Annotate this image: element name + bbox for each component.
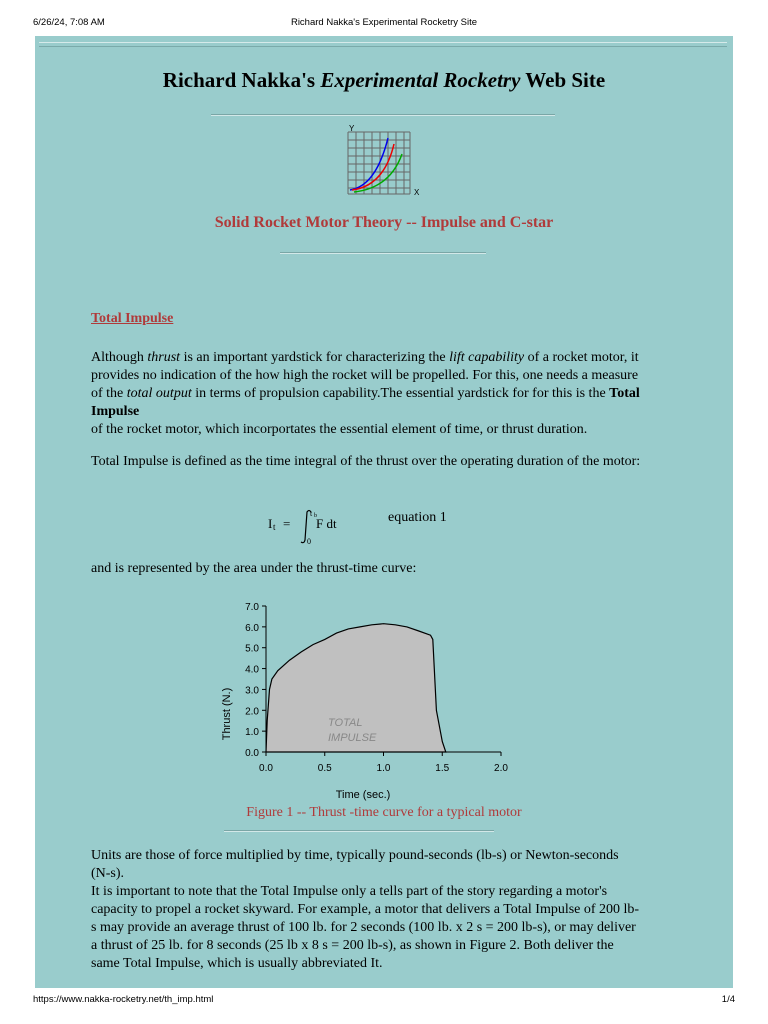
x-tick-label: 2.0 <box>494 763 508 774</box>
section-title-total-impulse[interactable]: Total Impulse <box>91 311 174 326</box>
area-annotation-line2: IMPULSE <box>328 732 377 744</box>
graph-logo-icon <box>342 124 432 196</box>
print-url: https://www.nakka-rocketry.net/th_imp.html <box>33 994 214 1005</box>
figure-divider <box>224 830 494 832</box>
site-title <box>35 68 733 93</box>
equation-1 <box>265 508 365 548</box>
thrust-time-chart <box>211 596 531 806</box>
page-subtitle: Solid Rocket Motor Theory -- Impulse and C-star <box>214 214 554 231</box>
p1-bold-total-impulse: Total Impulse <box>91 386 640 419</box>
title-divider <box>211 114 555 116</box>
y-tick-label: 7.0 <box>245 602 259 613</box>
y-tick-label: 2.0 <box>245 706 259 718</box>
print-page-number: 1/4 <box>721 994 735 1005</box>
p1-italic-thrust: thrust <box>147 350 181 365</box>
p1-italic-lift: lift capability <box>449 350 525 365</box>
p1-text-2: is an important yardstick for characterizing the <box>180 350 450 365</box>
x-tick-label: 1.5 <box>435 763 450 774</box>
y-tick-label: 3.0 <box>245 685 259 697</box>
p1-text-1: Although <box>91 350 148 365</box>
p1-italic-output: total output <box>126 386 192 401</box>
y-tick-label: 5.0 <box>245 643 259 655</box>
paragraph-definition: Total Impulse is defined as the time integral of the thrust over the operating duration of the motor: <box>91 454 641 469</box>
y-tick-label: 1.0 <box>245 727 259 739</box>
y-tick-label: 0.0 <box>245 748 259 759</box>
logo-x-label: X <box>414 188 420 196</box>
site-title-suffix: Web Site <box>520 68 606 92</box>
p1-text-5: of the rocket motor, which incorportates the essential element of time, or thrust duration. <box>91 422 588 437</box>
eq-lhs-sub: t <box>273 522 276 532</box>
top-divider <box>39 42 727 47</box>
site-title-prefix: Richard Nakka's <box>162 68 321 92</box>
paragraph-note: It is important to note that the Total Impulse only a tells part of the story regarding a motor's capacity to propel a rocket skyward. For example, a motor that delivers a Total Impulse of 200 lb-s may provide an average thrust of 100 lb. for 2 seconds (100 lb. x 2 s = 200 lb-s), or may deliver a thrust of 25 lb. for 8 seconds (25 lb x 8 s = 200 lb-s), as shown in Figure 2. Both deliver the same Total Impulse, which is usually abbreviated It. <box>91 884 640 971</box>
p1-text-4: in terms of propulsion capability.The essential yardstick for for this is the <box>191 386 610 401</box>
p1-text-3: of a rocket motor, it provides no indication of the how high the rocket will be propelled. For this, one needs a measure of the <box>91 350 639 401</box>
x-tick-label: 0.5 <box>317 763 332 774</box>
print-datetime: 6/26/24, 7:08 AM <box>33 17 105 28</box>
chart-y-label: Thrust (N.) <box>221 687 233 741</box>
equation-label: equation 1 <box>388 510 447 525</box>
eq-lower: 0 <box>307 537 311 546</box>
eq-upper: t <box>310 509 313 518</box>
page-content <box>35 36 733 988</box>
eq-lhs: I <box>268 516 273 531</box>
x-tick-label: 1.0 <box>376 763 391 774</box>
paragraph-thrust-intro <box>91 349 641 439</box>
subtitle-divider <box>280 252 486 254</box>
chart-x-label: Time (sec.) <box>335 789 391 801</box>
paragraph-area: and is represented by the area under the thrust-time curve: <box>91 561 417 576</box>
paragraph-units: Units are those of force multiplied by time, typically pound-seconds (lb-s) or Newton-seconds (N-s). <box>91 848 619 881</box>
x-tick-label: 0.0 <box>259 763 273 774</box>
area-annotation-line1: TOTAL <box>328 717 363 729</box>
y-tick-label: 4.0 <box>245 664 259 676</box>
figure-1-caption: Figure 1 -- Thrust -time curve for a typical motor <box>246 805 522 820</box>
eq-equals: = <box>283 516 291 531</box>
logo-y-label: Y <box>349 124 355 133</box>
eq-integrand: F dt <box>316 516 337 531</box>
print-title: Richard Nakka's Experimental Rocketry Site <box>290 17 478 28</box>
y-tick-label: 6.0 <box>245 622 259 634</box>
site-title-italic: Experimental Rocketry <box>320 68 521 92</box>
eq-upper-sub: b <box>314 513 317 519</box>
